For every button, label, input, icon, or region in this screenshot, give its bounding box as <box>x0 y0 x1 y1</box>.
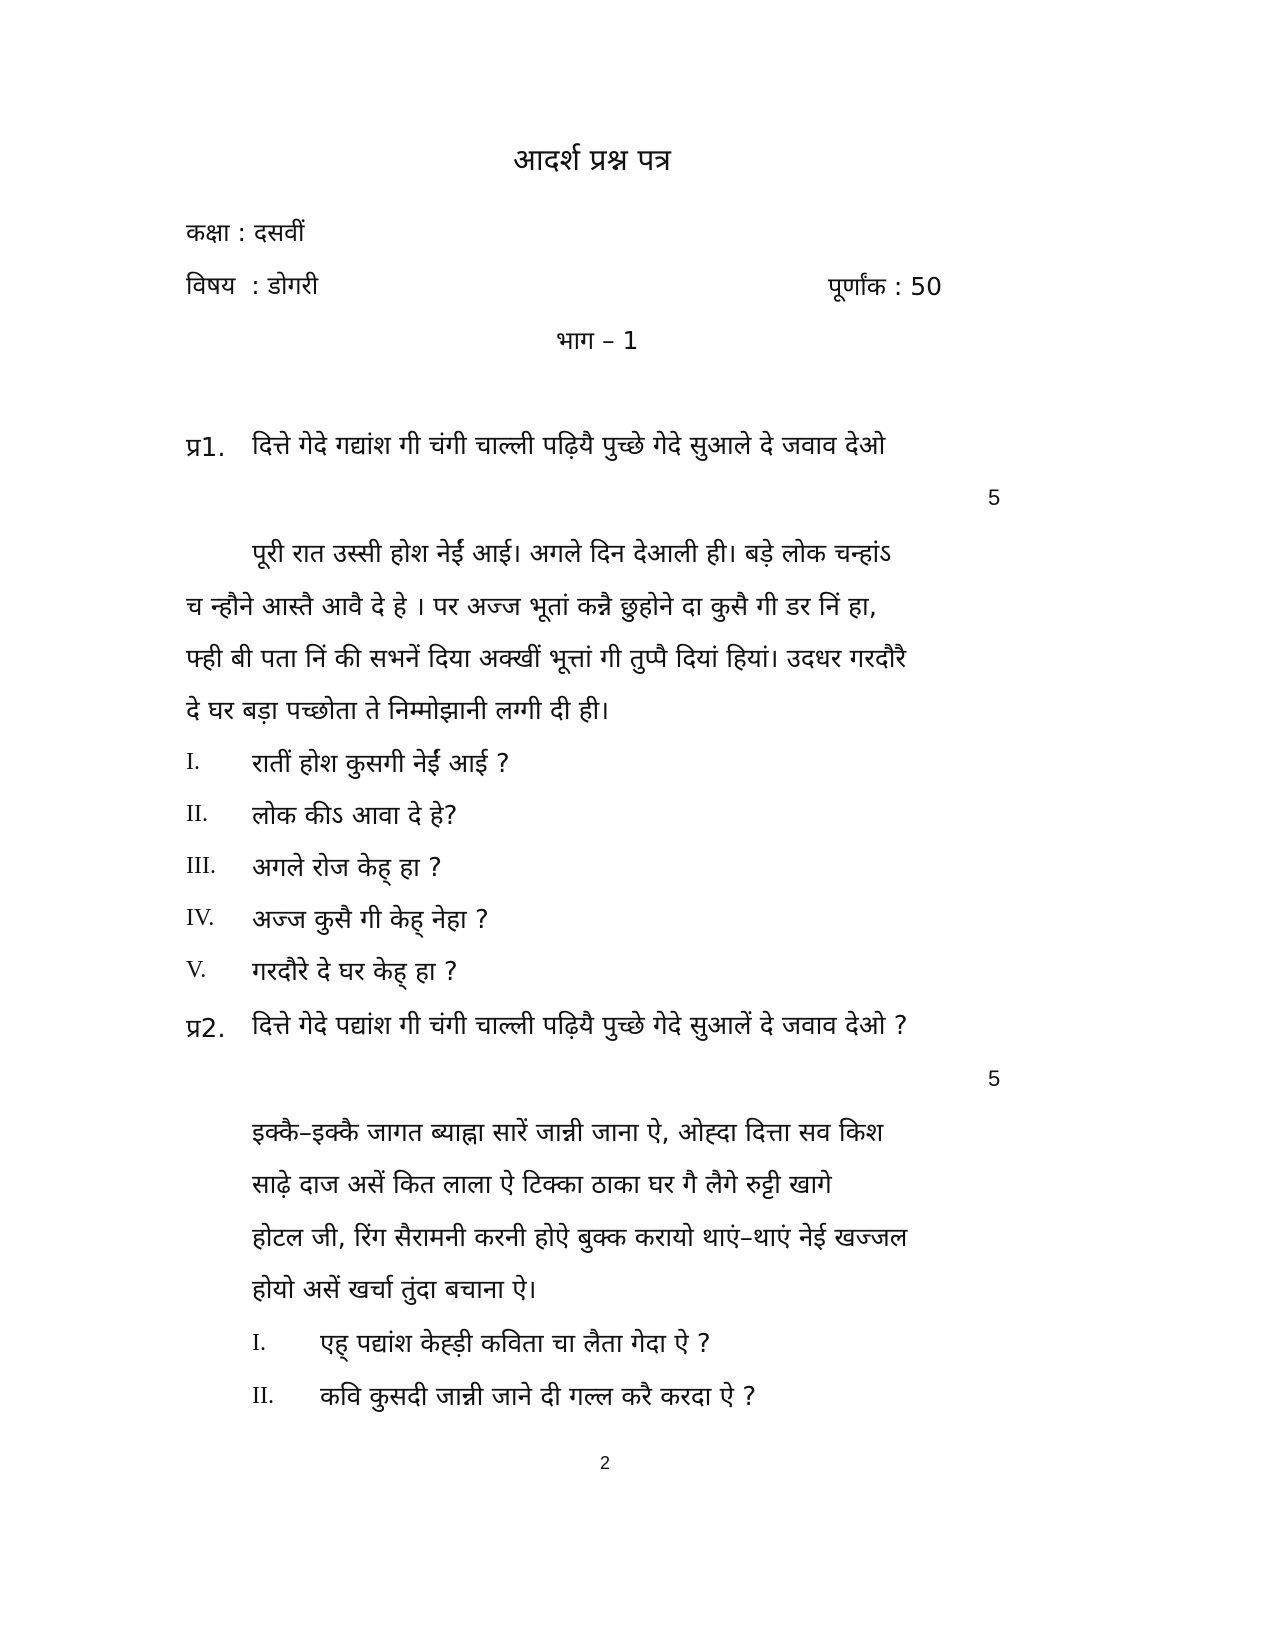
section-heading: भाग – 1 <box>556 326 639 355</box>
q1-sub-number: IV. <box>186 905 215 931</box>
subject-line: विषय : डोगरी <box>186 271 319 300</box>
q2-sub-text: कवि कुसदी जान्नी जाने दी गल्ल करै करदा ऐ ? <box>320 1382 757 1412</box>
q1-passage-line: च न्हौने आस्तै आवै दे हे । पर अज्ज भूतां कन्नै छुहोने दा कुसै गी डर निं हा, <box>186 592 877 622</box>
q2-number: प्र2. <box>186 1014 226 1044</box>
q2-sub-text: एह् पद्यांश केह्ड़ी कविता चा लैता गेदा ऐ ? <box>320 1329 711 1359</box>
q1-sub-number: II. <box>186 801 208 827</box>
full-marks: पूर्णांक : 50 <box>828 272 943 301</box>
q2-marks: 5 <box>988 1066 1001 1091</box>
q2-sub-number: I. <box>252 1330 266 1356</box>
q1-marks: 5 <box>988 485 1001 510</box>
q1-passage-line: पूरी रात उस्सी होश नेईं आई। अगले दिन देआली ही। बड़े लोक चन्हांऽ <box>252 539 892 569</box>
page-title: आदर्श प्रश्न पत्र <box>513 143 671 178</box>
q1-sub-number: III. <box>186 853 216 879</box>
q1-sub-text: अगले रोज केह् हा ? <box>252 853 442 883</box>
q2-passage-line: होयो असें खर्चा तुंदा बचाना ऐ। <box>252 1275 537 1305</box>
q1-text: दित्ते गेदे गद्यांश गी चंगी चाल्ली पढ़ियै पुच्छे गेदे सुआले दे जवाव देओ <box>252 431 886 461</box>
page-number: 2 <box>600 1453 611 1473</box>
q1-passage-line: फ्ही बी पता निं की सभनें दिया अक्खीं भूत्तां गी तुप्पै दियां हियां। उदधर गरदौरै <box>186 644 907 674</box>
q2-passage-line: साढ़े दाज असें कित लाला ऐ टिक्का ठाका घर गै लैगे रुट्टी खागे <box>252 1170 832 1200</box>
q2-text: दित्ते गेदे पद्यांश गी चंगी चाल्ली पढ़ियै पुच्छे गेदे सुआलें दे जवाव देओ ? <box>252 1011 908 1041</box>
q1-sub-number: I. <box>186 749 200 775</box>
q1-passage-line: दे घर बड़ा पच्छोता ते निम्मोझानी लग्गी दी ही। <box>186 696 610 726</box>
q1-sub-text: रातीं होश कुसगी नेईं आई ? <box>252 749 510 779</box>
q1-sub-number: V. <box>186 957 207 983</box>
q2-sub-number: II. <box>252 1383 274 1409</box>
q2-passage-line: इक्कै–इक्कै जागत ब्याह्ना सारें जान्नी जाना ऐ, ओह्दा दित्ता सव किश <box>252 1118 884 1148</box>
q1-number: प्र1. <box>186 433 226 463</box>
q1-sub-text: अज्ज कुसै गी केह् नेहा ? <box>252 905 489 935</box>
q1-sub-text: लोक कीऽ आवा दे हे? <box>252 801 458 831</box>
q1-sub-text: गरदौरे दे घर केह् हा ? <box>252 957 458 987</box>
q2-passage-line: होटल जी, रिंग सैरामनी करनी होऐ बुक्क करायो थाएं–थाएं नेई खज्जल <box>252 1223 908 1253</box>
class-line: कक्षा : दसवीं <box>186 218 305 247</box>
